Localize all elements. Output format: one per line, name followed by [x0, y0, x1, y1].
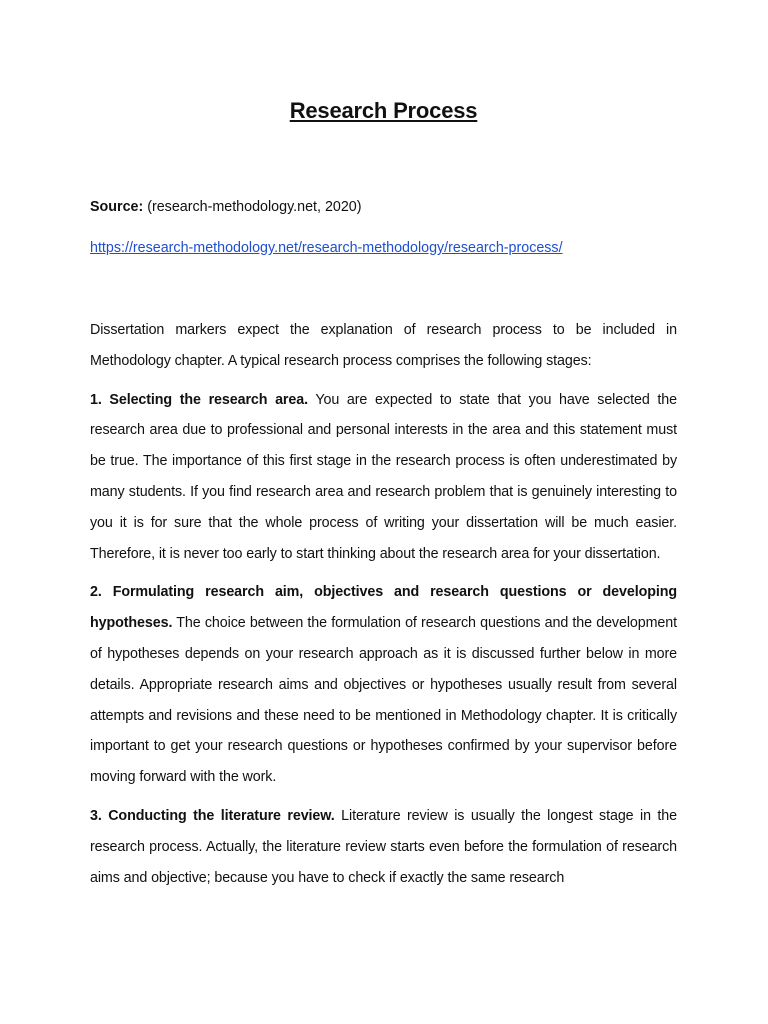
- source-label: Source:: [90, 199, 144, 215]
- page-title: Research Process: [289, 98, 478, 123]
- intro-paragraph: Dissertation markers expect the explanation of research process to be included in Methodology chapter. A typical research process comprises the following stages:: [90, 322, 677, 369]
- stage-3-text: Literature review is usually the longest stage in the research process. Actually, the literature review starts even before the formulation of research aims and objective; because you have to check if exactly the same research: [90, 807, 678, 886]
- source-line: [90, 197, 362, 217]
- source-url-link[interactable]: https://research-methodology.net/research-methodology/research-process/: [90, 240, 563, 256]
- body-text: [90, 315, 677, 901]
- stage-1-heading: 1. Selecting the research area.: [90, 391, 308, 408]
- stage-1-text: You are expected to state that you have selected the research area due to professional and personal interests in the area and this statement must be true. The importance of this first stage in the research process is often underestimated by many students. If you find research area and research problem that is genuinely interesting to you it is for sure that the whole process of writing your dissertation will be much easier. Therefore, it is never too early to start thinking about the research area for your dissertation.: [90, 391, 677, 562]
- stage-2-text: The choice between the formulation of research questions and the development of hypotheses depends on your research approach as it is discussed further below in more details. Appropriate research aims and objectives or hypotheses usually result from several attempts and revisions and these need to be mentioned in Methodology chapter. It is critically important to get your research questions or hypotheses confirmed by your supervisor before moving forward with the work.: [90, 615, 677, 786]
- stage-3-heading: 3. Conducting the literature review.: [90, 807, 335, 824]
- stage-2-heading: 2. Formulating research aim, objectives and research questions or developing hypotheses.: [90, 584, 677, 632]
- stage-3-paragraph: [90, 801, 677, 893]
- source-citation: (research-methodology.net, 2020): [143, 199, 362, 215]
- stage-2-paragraph: [90, 577, 677, 793]
- stage-1-paragraph: [90, 385, 677, 570]
